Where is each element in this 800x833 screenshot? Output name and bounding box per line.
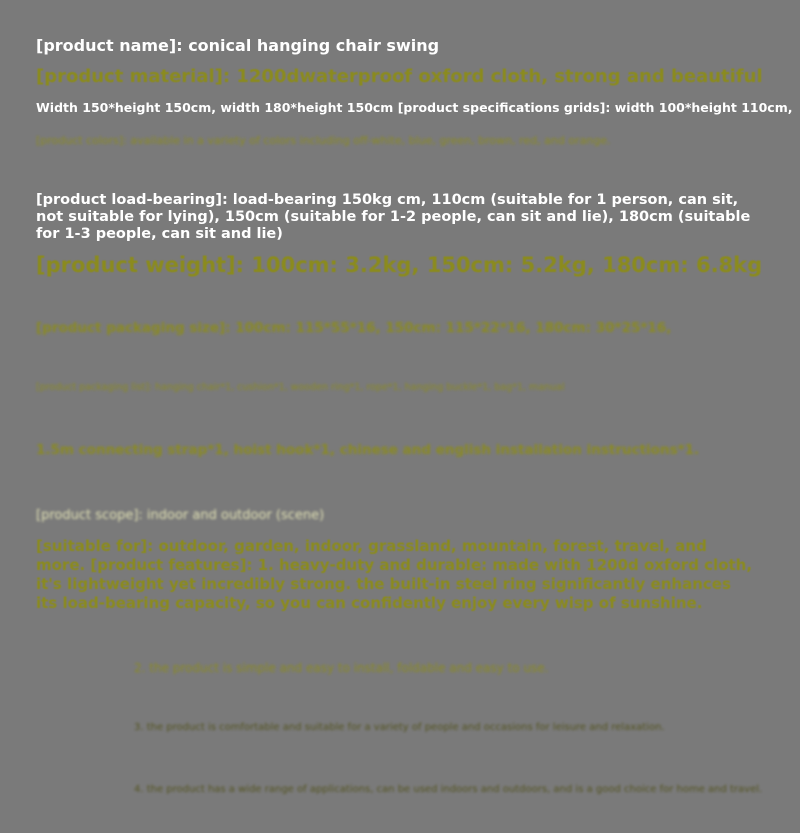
product-material-line: [product material]: 1200dwaterproof oxford cloth, strong and beautiful xyxy=(36,66,763,87)
product-load-bearing-line: [product load-bearing]: load-bearing 150kg cm, 110cm (suitable for 1 person, can sit, not suitable for lying), 150cm (suitable for 1-2 people, can sit and lie), 180cm (suitable for 1-3 people, can sit and lie) xyxy=(36,192,751,242)
product-scope-line: [product scope]: indoor and outdoor (scene) xyxy=(36,508,325,523)
feature-2-line: 2. the product is simple and easy to install, foldable and easy to use. xyxy=(134,661,549,675)
product-name-line: [product name]: conical hanging chair swing xyxy=(36,36,440,55)
product-colors-line: [product colors]: available in a variety of colors including off-white, blue, green, brown, red, and orange. xyxy=(36,134,611,147)
product-packaging-list-line: [product packaging list]: hanging chair*1, cushion*1, wooden ring*1, rope*1, hanging buckle*1, bag*1, manual xyxy=(36,382,565,393)
product-specifications-line: Width 150*height 150cm, width 180*height 150cm [product specifications grids]: width 100*height 110cm, xyxy=(36,100,793,115)
product-weight-line: [product weight]: 100cm: 3.2kg, 150cm: 5.2kg, 180cm: 6.8kg xyxy=(36,253,763,277)
feature-4-line: 4. the product has a wide range of applications, can be used indoors and outdoors, and is a good choice for home and travel. xyxy=(134,784,763,795)
suitable-for-features-paragraph: [suitable for]: outdoor, garden, indoor, grassland, mountain, forest, travel, and more. [product features]: 1. heavy-duty and durable: made with 1200d oxford cloth, it's lightweight yet incredibly strong. the built-in steel ring significantly enhances its load-bearing capacity, so you can confidently enjoy every wisp of sunshine. xyxy=(36,537,753,612)
feature-3-line: 3. the product is comfortable and suitable for a variety of people and occasions for leisure and relaxation. xyxy=(134,722,665,733)
product-packaging-size-line: [product packaging size]: 100cm: 115*55*16, 150cm: 115*22*16, 180cm: 30*25*16, xyxy=(36,320,672,336)
accessories-line: 1.5m connecting strap*1, hoist hook*1, chinese and english installation instructions*1. xyxy=(36,442,700,458)
